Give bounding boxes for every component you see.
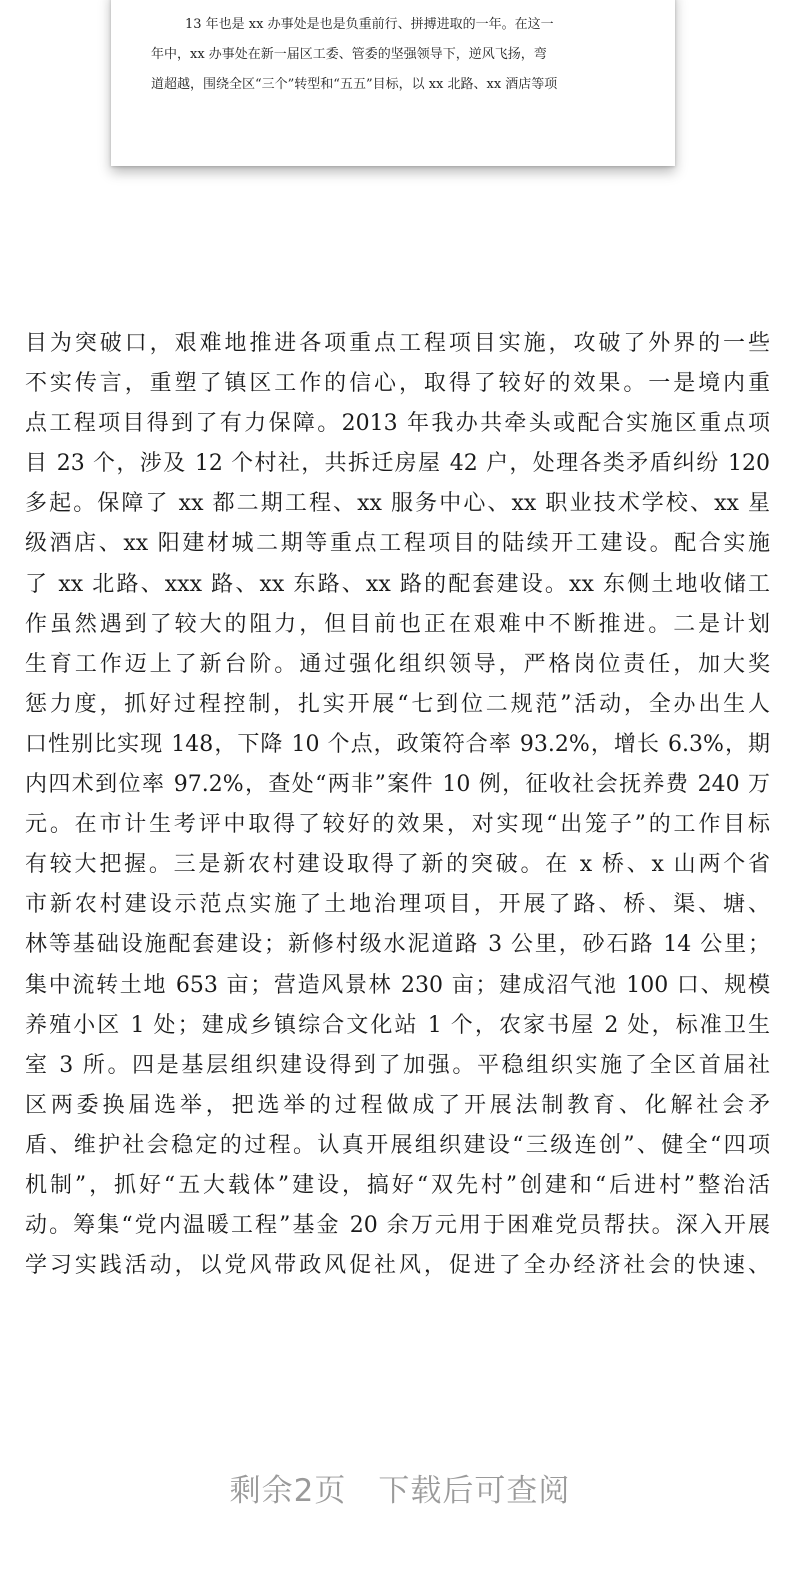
body-line: 不实传言，重塑了镇区工作的信心，取得了较好的效果。一是境内重 xyxy=(25,371,770,397)
preview-text xyxy=(151,10,651,100)
body-line: 动。筹集“党内温暖工程”基金 20 余万元用于困难党员帮扶。深入开展 xyxy=(25,1213,770,1239)
body-line: 区两委换届选举，把选举的过程做成了开展法制教育、化解社会矛 xyxy=(25,1092,770,1118)
body-line: 机制”，抓好“五大载体”建设，搞好“双先村”创建和“后进村”整治活 xyxy=(25,1172,770,1198)
body-line: 级酒店、xx 阳建材城二期等重点工程项目的陆续开工建设。配合实施 xyxy=(25,531,770,557)
body-line: 目为突破口，艰难地推进各项重点工程项目实施，攻破了外界的一些 xyxy=(25,331,770,356)
document-body xyxy=(25,324,770,1286)
body-line: 元。在市计生考评中取得了较好的效果，对实现“出笼子”的工作目标 xyxy=(25,812,770,838)
body-line: 了 xx 北路、xxx 路、xx 东路、xx 路的配套建设。xx 东侧土地收储工 xyxy=(25,571,770,597)
body-line: 内四术到位率 97.2%，查处“两非”案件 10 例，征收社会抚养费 240 万 xyxy=(25,772,770,798)
body-line: 生育工作迈上了新台阶。通过强化组织领导，严格岗位责任，加大奖 xyxy=(25,651,770,677)
remaining-pages-prompt[interactable]: 剩余2页 下载后可查阅 xyxy=(229,1473,571,1509)
body-line: 盾、维护社会稳定的过程。认真开展组织建设“三级连创”、健全“四项 xyxy=(25,1132,770,1158)
body-line: 林等基础设施配套建设；新修村级水泥道路 3 公里，砂石路 14 公里； xyxy=(25,932,770,958)
body-line: 目 23 个，涉及 12 个村社，共拆迁房屋 42 户，处理各类矛盾纠纷 120 xyxy=(25,451,770,477)
preview-line: 13 年也是 xx 办事处是也是负重前行、拼搏进取的一年。在这一 xyxy=(185,17,554,32)
body-line: 作虽然遇到了较大的阻力，但目前也正在艰难中不断推进。二是计划 xyxy=(25,611,770,637)
body-line: 室 3 所。四是基层组织建设得到了加强。平稳组织实施了全区首届社 xyxy=(25,1052,770,1078)
body-line: 养殖小区 1 处；建成乡镇综合文化站 1 个，农家书屋 2 处，标准卫生 xyxy=(25,1012,770,1038)
preview-line: 年中，xx 办事处在新一届区工委、管委的坚强领导下，逆风飞扬，弯 xyxy=(151,47,547,62)
preview-line: 道超越，围绕全区“三个”转型和“五五”目标，以 xx 北路、xx 酒店等项 xyxy=(151,77,558,92)
document-preview-card xyxy=(111,0,675,166)
body-line: 多起。保障了 xx 都二期工程、xx 服务中心、xx 职业技术学校、xx 星 xyxy=(25,491,770,517)
body-line: 市新农村建设示范点实施了土地治理项目，开展了路、桥、渠、塘、 xyxy=(25,892,770,918)
body-line: 学习实践活动，以党风带政风促社风，促进了全办经济社会的快速、 xyxy=(25,1253,770,1279)
body-line: 口性别比实现 148，下降 10 个点，政策符合率 93.2%，增长 6.3%，期 xyxy=(25,731,770,757)
body-line: 有较大把握。三是新农村建设取得了新的突破。在 x 桥、x 山两个省 xyxy=(25,852,770,878)
body-line: 惩力度，抓好过程控制，扎实开展“七到位二规范”活动，全办出生人 xyxy=(25,691,770,717)
body-line: 集中流转土地 653 亩；营造风景林 230 亩；建成沼气池 100 口、规模 xyxy=(25,972,770,998)
body-line: 点工程项目得到了有力保障。2013 年我办共牵头或配合实施区重点项 xyxy=(25,411,770,437)
